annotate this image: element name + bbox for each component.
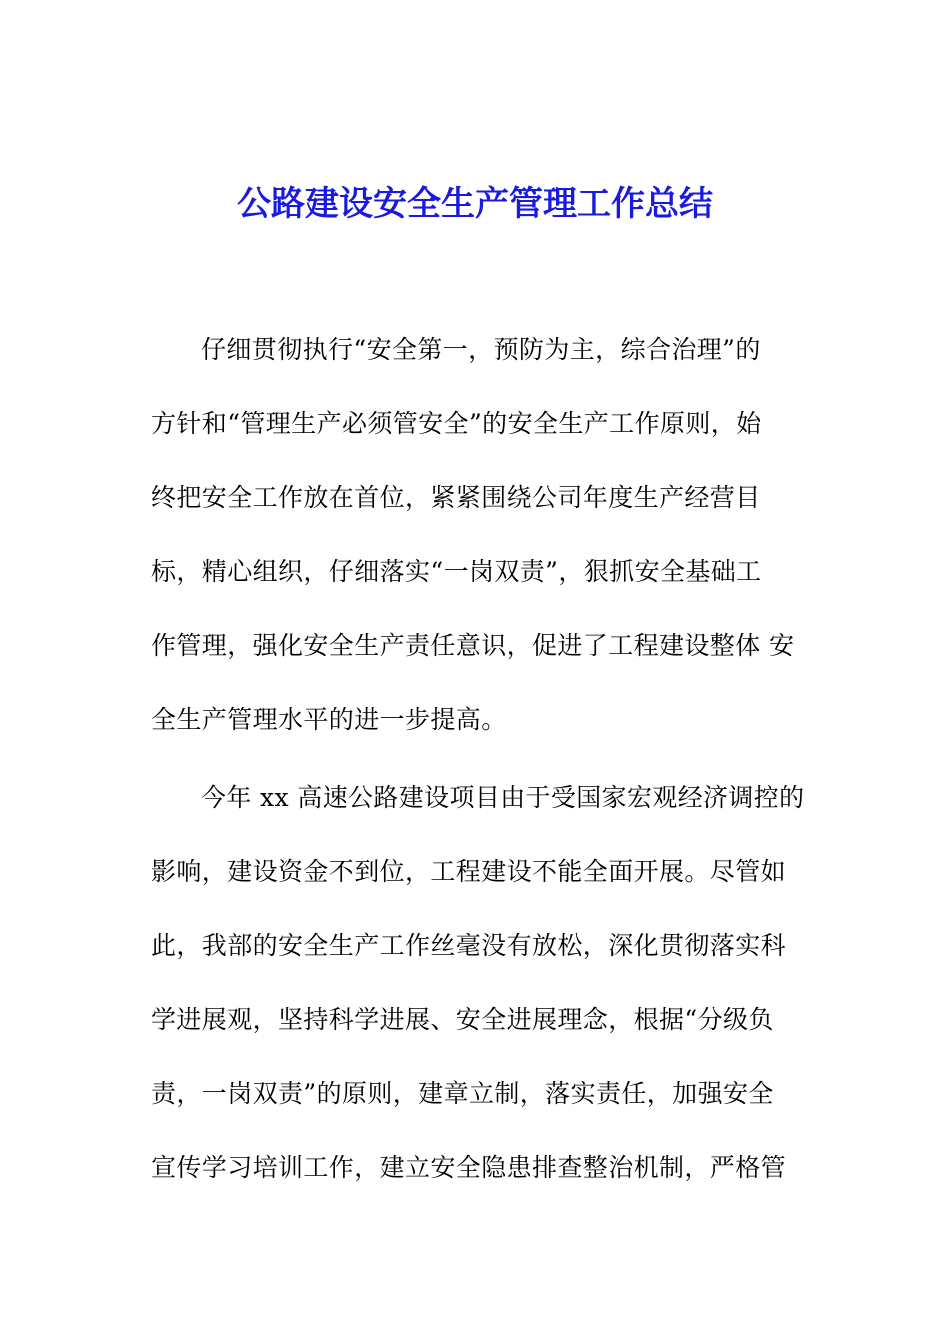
paragraph-line: 学进展观，坚持科学进展、安全进展理念，根据“分级负	[151, 1005, 774, 1034]
paragraph-line: 宣传学习培训工作，建立安全隐患排查整治机制，严格管	[151, 1153, 787, 1182]
paragraph-line: 今年 xx 高速公路建设项目由于受国家宏观经济调控的	[201, 783, 805, 812]
paragraph-line: 方针和“管理生产必须管安全”的安全生产工作原则，始	[151, 409, 762, 438]
paragraph-line: 全生产管理水平的进一步提高。	[151, 705, 507, 734]
paragraph-line: 作管理，强化安全生产责任意识，促进了工程建设整体 安	[151, 631, 795, 660]
paragraph-line: 此，我部的安全生产工作丝毫没有放松，深化贯彻落实科	[151, 931, 787, 960]
paragraph-line: 终把安全工作放在首位，紧紧围绕公司年度生产经营目	[151, 483, 761, 512]
paragraph-line: 责，一岗双责”的原则，建章立制，落实责任，加强安全	[151, 1079, 774, 1108]
paragraph-line: 标，精心组织，仔细落实“一岗双责”，狠抓安全基础工	[151, 557, 762, 586]
paragraph-line: 影响，建设资金不到位，工程建设不能全面开展。尽管如	[151, 857, 787, 886]
document-title: 公路建设安全生产管理工作总结	[237, 184, 713, 224]
paragraph-line: 仔细贯彻执行“安全第一，预防为主，综合治理”的	[201, 335, 761, 364]
